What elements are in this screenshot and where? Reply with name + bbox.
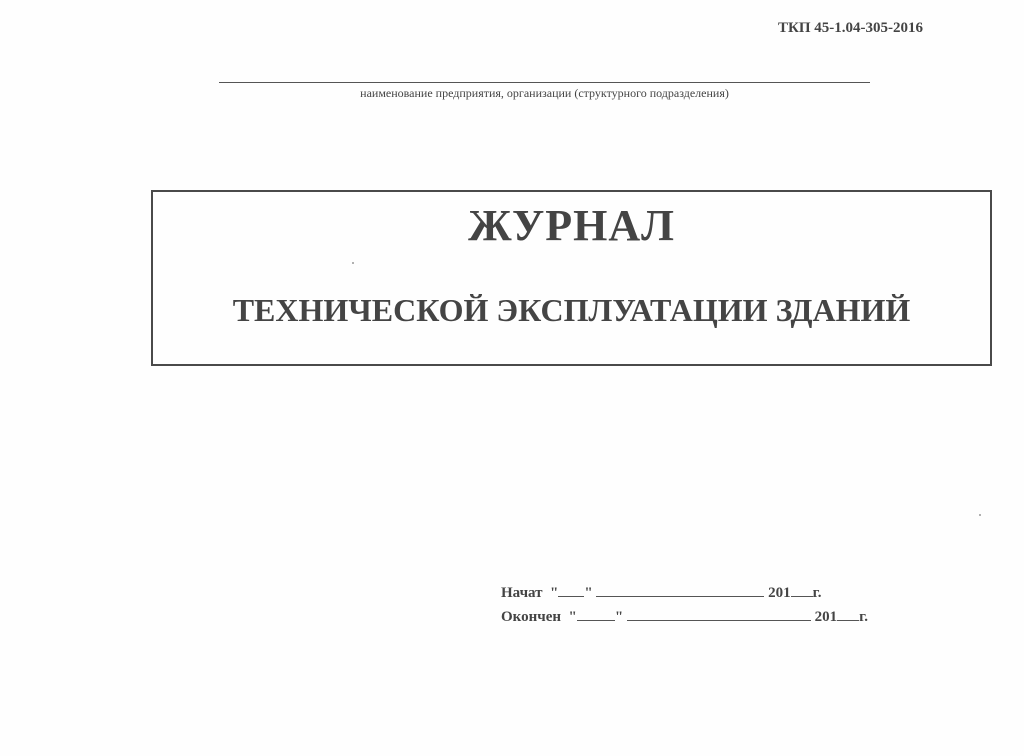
end-date-label: Окончен: [501, 609, 562, 625]
start-month-blank: [596, 584, 764, 597]
start-year-blank: [791, 584, 813, 597]
organization-name-line: [219, 82, 870, 83]
journal-title: ЖУРНАЛ: [468, 201, 675, 250]
paper-speck: [352, 262, 354, 264]
start-day-blank: [558, 584, 584, 597]
end-year-blank: [837, 608, 859, 621]
end-day-blank: [577, 608, 615, 621]
end-date-row: [501, 608, 868, 626]
start-date-row: [501, 584, 822, 602]
end-month-blank: [627, 608, 811, 621]
end-year-prefix: 201: [814, 609, 838, 625]
standard-code: ТКП 45-1.04-305-2016: [778, 20, 924, 36]
organization-caption: наименование предприятия, организации (структурного подразделения): [360, 86, 729, 100]
start-year-suffix: г.: [812, 585, 822, 601]
paper-speck: [979, 514, 981, 516]
close-quote: ": [584, 585, 593, 601]
close-quote: ": [614, 609, 624, 625]
open-quote: ": [546, 585, 559, 601]
title-frame: [151, 190, 992, 366]
open-quote: ": [564, 609, 577, 625]
start-date-label: Начат: [501, 585, 543, 601]
end-year-suffix: г.: [859, 609, 869, 625]
start-year-prefix: 201: [768, 585, 791, 601]
journal-subtitle: ТЕХНИЧЕСКОЙ ЭКСПЛУАТАЦИИ ЗДАНИЙ: [232, 292, 911, 328]
